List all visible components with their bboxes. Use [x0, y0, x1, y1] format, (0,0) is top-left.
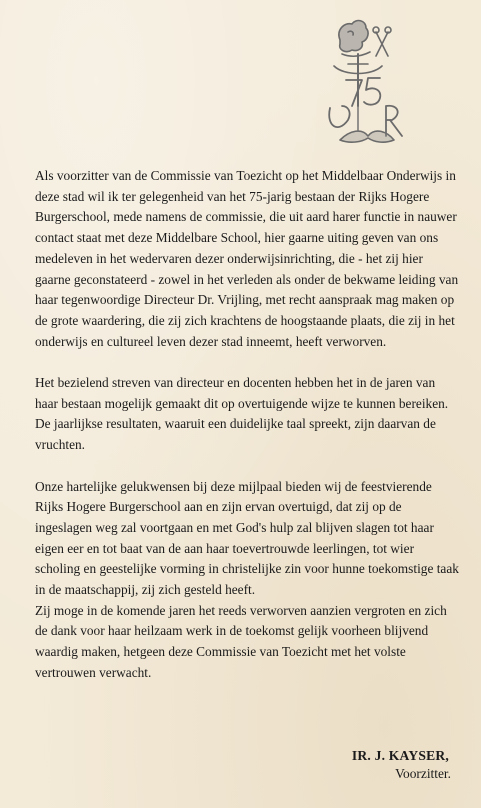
letter-body — [35, 166, 460, 684]
letter-paragraph: Als voorzitter van de Commissie van Toezicht op het Middelbaar Onderwijs in deze stad wil ik ter gelegenheid van het 75-jarig bestaan der Rijks Hogere Burgerschool, mede namens de commissie, die uit aard harer functie in nauwer contact staat met deze Middelbare School, hier gaarne uiting geven van ons medeleven in het wedervaren dezer onderwijsinrichting, die - het zij hier gaarne geconstateerd - zowel in het verleden als onder de bekwame leiding van haar tegenwoordige Directeur Dr. Vrijling, met recht aanspraak mag maken op de grote waardering, die zij zich krachtens de hoogstaande plaats, die zij in het onderwijs en cultureel leven dezer stad inneemt, heeft verworven. — [35, 168, 459, 349]
signature-block — [352, 747, 449, 783]
letter-paragraph: Onze hartelijke gelukwensen bij deze mijlpaal bieden wij de feestvierende Rijks Hogere Burgerschool aan en zijn ervan overtuigd, dat zij op de ingeslagen weg zal voortgaan en met God's hulp zal blijven slagen tot haar eigen eer en tot baat van de aan haar toevertrouwde leerlingen, tot wier scholing en geestelijke vorming in christelijke zin voor hunne toekomstige taak in de maatschappij, zij zich gesteld heeft. — [35, 478, 459, 598]
crossed-tools-icon — [376, 32, 388, 56]
paragraph-spacer — [35, 352, 460, 373]
numeral-seven — [346, 80, 362, 106]
letter-paragraph: Het bezielend streven van directeur en docenten hebben het in de jaren van haar bestaan mogelijk gemaakt dit op overtuigende wijze te kunnen bereiken. De jaarlijkse resultaten, waaruit een duidelijke taal spreekt, zijn daarvan de vruchten. — [35, 375, 449, 453]
paragraph-spacer — [35, 456, 460, 477]
signatory-title: Voorzitter. — [395, 766, 451, 781]
initial-r — [386, 106, 402, 136]
signatory-name: IR. J. KAYSER, — [351, 748, 449, 763]
initial-j — [329, 106, 349, 127]
school-emblem — [318, 10, 418, 160]
lion-head-icon — [339, 21, 368, 52]
numeral-five — [364, 78, 380, 105]
letter-paragraph: Zij moge in de komende jaren het reeds verworven aanzien vergroten en zich de dank voor haar heilzaam werk in de toekomst gelijk voorheen blijvend waardig maken, hetgeen deze Commissie van Toezicht met het volste vertrouwen verwacht. — [35, 602, 447, 680]
